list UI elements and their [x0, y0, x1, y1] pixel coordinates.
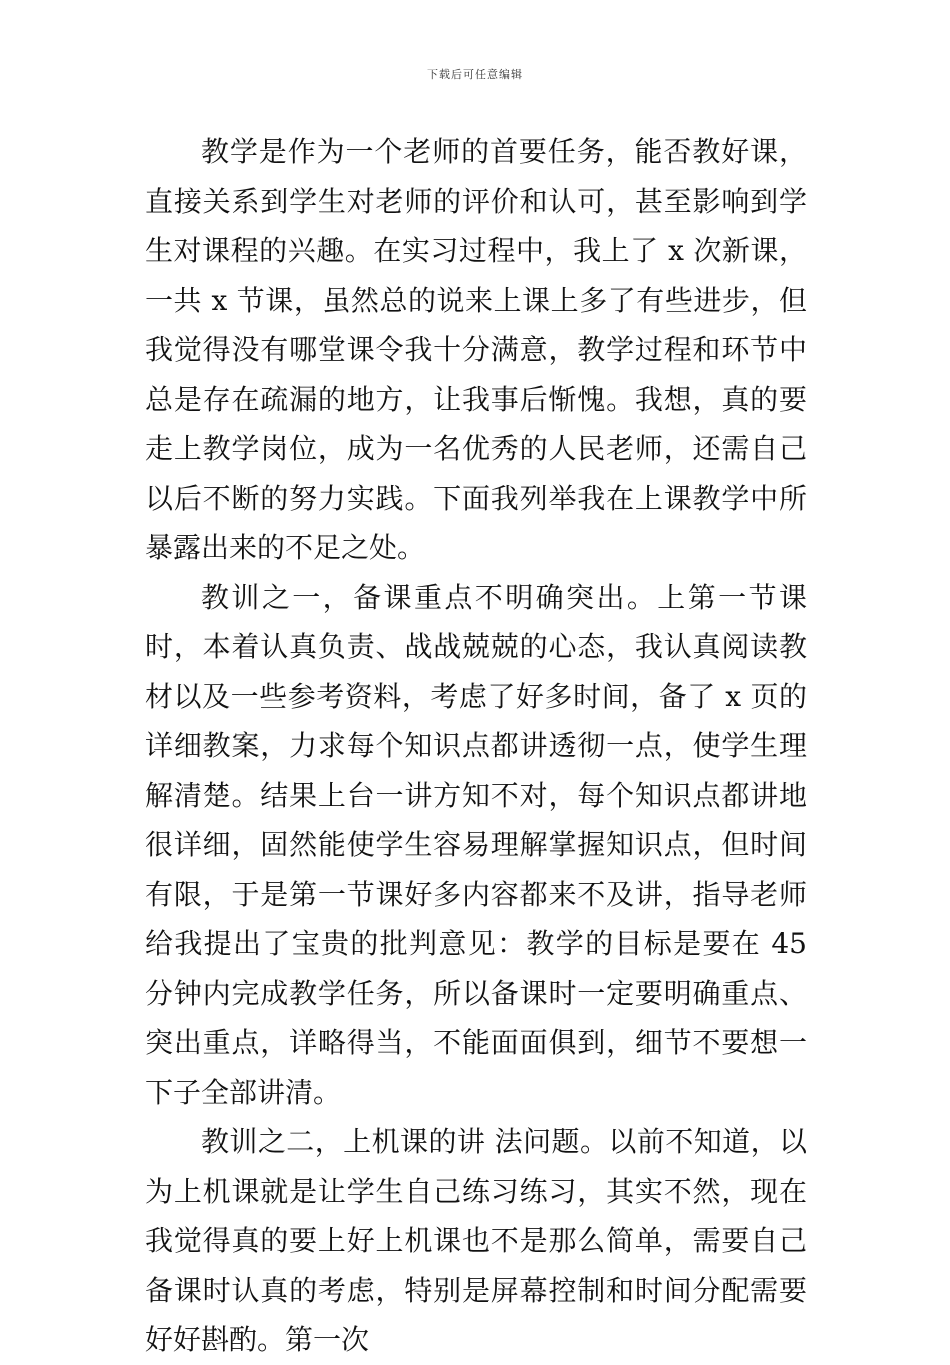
paragraph-lesson-one: 教训之一，备课重点不明确突出。上第一节课时，本着认真负责、战战兢兢的心态，我认真阅读教材以及一些参考资料，考虑了好多时间，备了 x 页的详细教案，力求每个知识点都讲透彻一点，使学生理解清楚。结果上台一讲方知不对，每个知识点都讲地很详细，固然能使学生容易理解掌握知识点，但时间有限，于是第一节课好多内容都来不及讲，指导老师给我提出了宝贵的批判意见：教学的目标是要在 45 分钟内完成教学任务，所以备课时一定要明确重点、突出重点，详略得当，不能面面俱到，细节不要想一下子全部讲清。	[145, 580, 807, 1109]
paragraph-lesson-two: 教训之二，上机课的讲 法问题。以前不知道，以为上机课就是让学生自己练习练习，其实不然，现在我觉得真的要上好上机课也不是那么简单，需要自己备课时认真的考虑，特别是屏幕控制和时间分配需要好好斟酌。第一次	[145, 1125, 807, 1356]
document-body	[145, 127, 807, 1365]
paragraph-intro: 教学是作为一个老师的首要任务，能否教好课，直接关系到学生对老师的评价和认可，甚至影响到学生对课程的兴趣。在实习过程中，我上了 x 次新课，一共 x 节课，虽然总的说来上课上多了有些进步，但我觉得没有哪堂课令我十分满意，教学过程和环节中总是存在疏漏的地方，让我事后惭愧。我想，真的要走上教学岗位，成为一名优秀的人民老师，还需自己以后不断的努力实践。下面我列举我在上课教学中所暴露出来的不足之处。	[145, 135, 807, 564]
header-note: 下载后可任意编辑	[427, 68, 523, 81]
